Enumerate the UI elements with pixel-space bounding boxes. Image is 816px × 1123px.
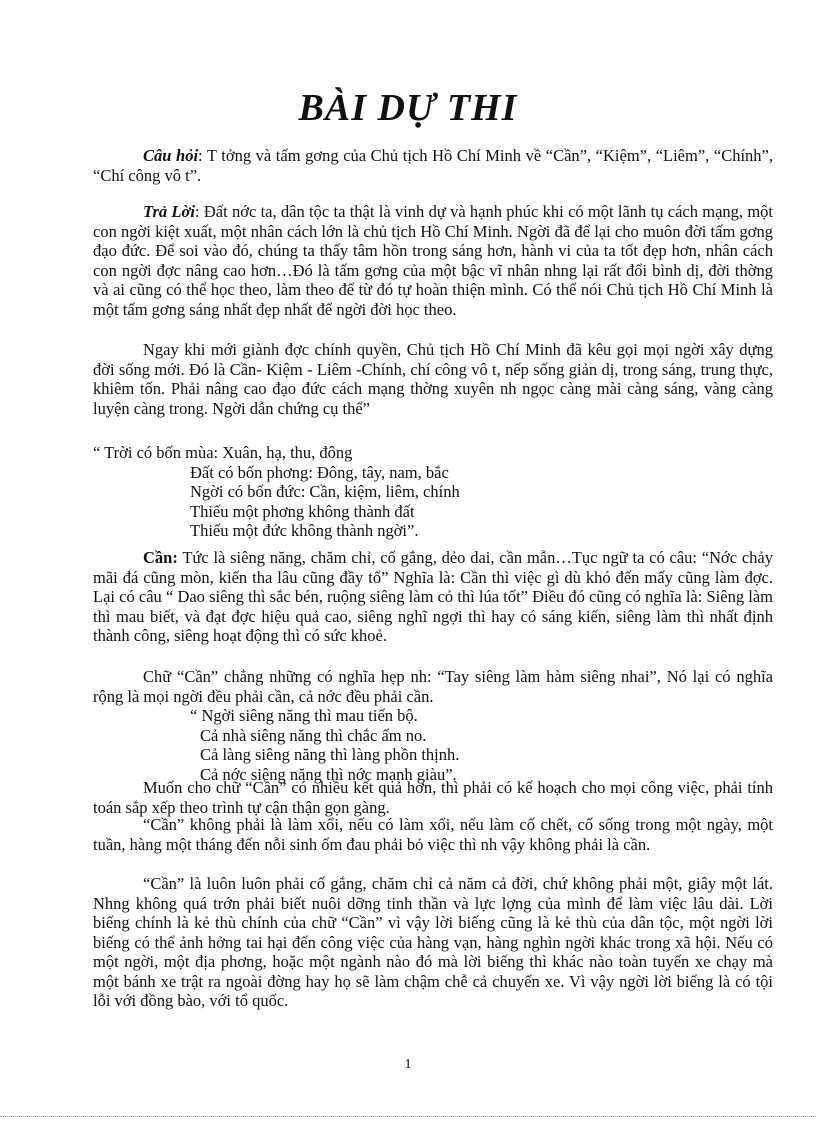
page-bottom-divider xyxy=(0,1116,816,1117)
poem-line: “ Trời có bốn mùa: Xuân, hạ, thu, đông xyxy=(93,443,353,462)
poem-line: Thiếu một đức không thành ngời”. xyxy=(190,521,419,540)
poem-line: Cả làng siêng năng thì làng phồn thịnh. xyxy=(200,745,460,764)
poem-line: Cả nớc siêng năng thì nớc mạnh giàu”. xyxy=(200,764,457,784)
poem-line: Đất có bốn phơng: Đông, tây, nam, bắc xyxy=(190,462,449,482)
can-text: Tức là siêng năng, chăm chỉ, cố gắng, dẻo dai, cần mẫn…Tục ngữ ta có câu: “Nớc chảy mãi đá cũng mòn, kiến tha lâu cũng đầy tổ” Nghĩa là: Cần thì việc gì dù khó đến mấy cũng làm đợc. Lại có câu “ Dao siêng thì sắc bén, ruộng siêng làm cỏ thì lúa tốt” Điều đó cũng có nghĩa là: Siêng làm thì mau biết, và đạt đợc hiệu quả cao, siêng nghĩ ngợi thì hay có sáng kiến, siêng làm thì nhất định thành công, siêng hoạt động thì có sức khoẻ. xyxy=(93,548,773,645)
khong-phai-paragraph: “Cần” không phải là làm xổi, nếu có làm xổi, nếu làm cố chết, cố sống trong một ngày, một tuần, hàng một tháng đến nỗi sinh ốm đau phải bỏ việc thì nh vậy không phải là cần. xyxy=(93,815,773,854)
call-paragraph: Ngay khi mới giành đợc chính quyền, Chủ tịch Hồ Chí Minh đã kêu gọi mọi ngời xây dựng đời sống mới. Đó là Cần- Kiệm - Liêm -Chính, chí công vô t, nếp sống giản dị, trong sáng, trung thực, khiêm tốn. Phải nâng cao đạo đức cách mạng thờng xuyên nh ngọc càng mài càng sáng, vàng càng luyện càng trong. Ngời dẫn chứng cụ thể” xyxy=(93,340,773,418)
answer-paragraph xyxy=(93,202,773,319)
luon-luon-paragraph: “Cần” là luôn luôn phải cố gắng, chăm chỉ cả năm cả đời, chứ không phải một, giây một lát. Nhng không quá trớn phải biết nuôi dỡng tinh thần và lực lợng của mình để làm việc lâu dài. Lời biếng chính là kẻ thù chính của chữ “Cần” vì vậy lời biếng cũng là kẻ thù của dân tộc, một ngời lời biếng có thể ảnh hởng tai hại đến công việc của hàng vạn, hàng nghìn ngời khác trong xã hội. Nếu có một ngời, một địa phơng, hoặc một ngành nào đó mà lời biếng thì khác nào toàn tuyến xe chạy mà một bánh xe trật ra ngoài đờng hay họ sẽ làm chậm chễ cả chuyến xe. Vì vậy ngời lời biếng là có tội lỗi với đồng bào, với tổ quốc. xyxy=(93,874,773,1010)
muon-paragraph: Muốn cho chữ “Cần” có nhiều kết quả hơn, thì phải có kế hoạch cho mọi công việc, phải tính toán sắp xếp theo trình tự cận thận gọn gàng. xyxy=(93,778,773,817)
question-text: : T tởng và tấm gơng của Chủ tịch Hồ Chí Minh về “Cần”, “Kiệm”, “Liêm”, “Chính”, “Chí công vô t”. xyxy=(93,146,773,185)
question-paragraph xyxy=(93,146,773,185)
poem-line: Thiếu một phơng không thành đất xyxy=(190,501,415,521)
page-number: 1 xyxy=(404,1057,412,1072)
page-title: BÀI DỰ THI xyxy=(298,87,518,129)
question-label: Câu hỏi xyxy=(143,146,199,165)
poem-four-virtues xyxy=(93,443,460,541)
chu-can-paragraph: Chữ “Cần” chẳng những có nghĩa hẹp nh: “Tay siêng làm hàm siêng nhai”, Nó lại có nghĩa rộng là mọi ngời đều phải cần, cả nớc đều phải cần. xyxy=(93,667,773,706)
can-paragraph xyxy=(93,548,773,646)
poem-diligence xyxy=(190,706,459,784)
poem-line: Ngời có bốn đức: Cần, kiệm, liêm, chính xyxy=(190,482,460,501)
answer-label: Trả Lời xyxy=(143,202,195,221)
can-label: Cần: xyxy=(143,548,178,567)
poem-line: “ Ngời siêng năng thì mau tiến bộ. xyxy=(190,706,418,725)
answer-text: : Đất nớc ta, dân tộc ta thật là vinh dự và hạnh phúc khi có một lãnh tụ cách mạng, một con ngời kiệt xuất, một nhân cách lớn là chủ tịch Hồ Chí Minh. Ngời đã để lại cho muôn đời tấm gơng đạo đức. Để soi vào đó, chúng ta thấy tâm hồn trong sáng hơn, hành vi của ta tốt đẹp hơn, nhân cách con ngời đợc nâng cao hơn…Đó là tấm gơng của một bậc vĩ nhân nhng lại rất đổi bình dị, đời thờng và ai cũng có thể học theo, làm theo để từ đó tự hoàn thiện mình. Có thể nói Chủ tịch Hồ Chí Minh là một tấm gơng sáng nhất đẹp nhất để ngời đời học theo. xyxy=(93,202,774,319)
poem-line: Cả nhà siêng năng thì chắc ấm no. xyxy=(200,725,427,745)
